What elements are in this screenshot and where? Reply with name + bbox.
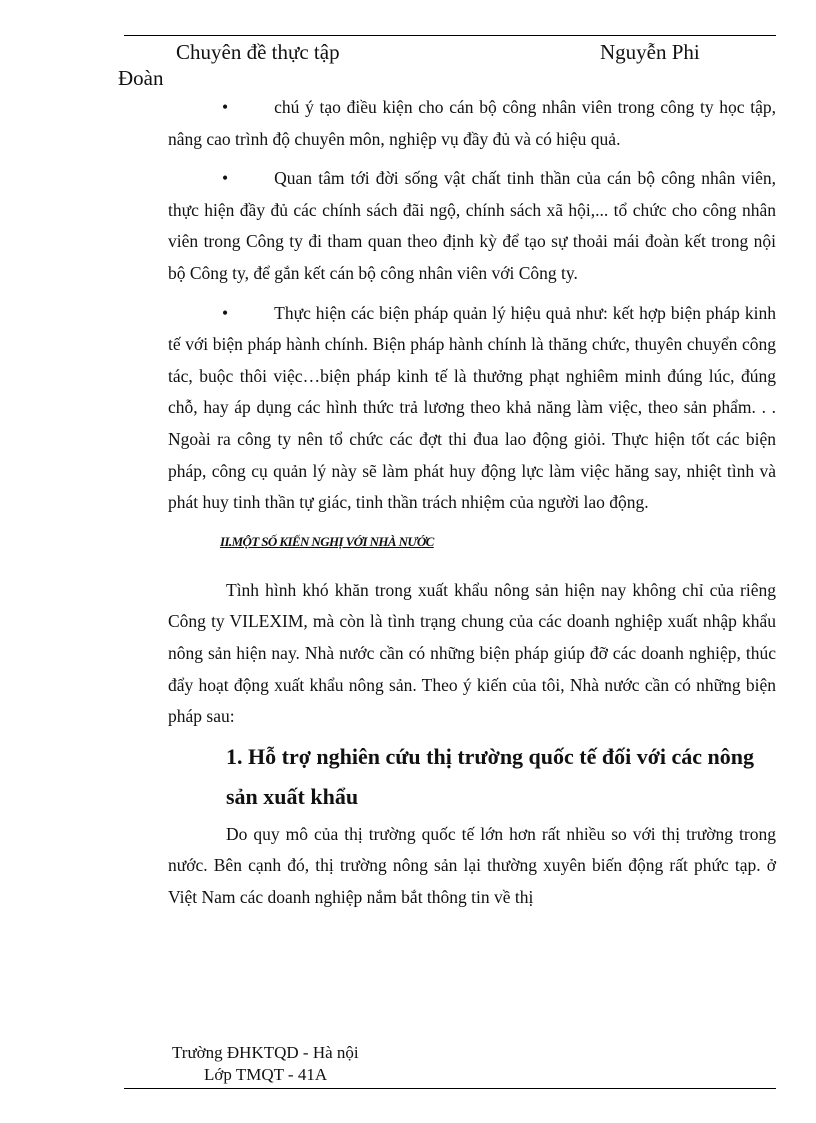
bullet-paragraph-1	[168, 92, 776, 155]
header-author-continued: Đoàn	[118, 66, 164, 90]
subheading: 1. Hỗ trợ nghiên cứu thị trường quốc tế đối với các nông sản xuất khẩu	[226, 743, 755, 809]
bullet-icon: •	[222, 302, 229, 323]
header-author: Nguyễn Phi	[600, 40, 700, 64]
footer-class: Lớp TMQT - 41A	[204, 1065, 328, 1084]
bullet-text: chú ý tạo điều kiện cho cán bộ công nhân viên trong công ty học tập, nâng cao trình độ chuyên môn, nghiệp vụ đầy đủ và có hiệu quả.	[168, 97, 776, 149]
header-title: Chuyên đề thực tập	[176, 40, 340, 64]
bullet-paragraph-3	[168, 298, 776, 519]
bullet-icon: •	[222, 97, 229, 117]
bullet-icon: •	[222, 168, 229, 189]
page-body	[168, 92, 776, 913]
footer-rule	[124, 1088, 776, 1089]
header-rule	[124, 35, 776, 36]
intro-paragraph: Tình hình khó khăn trong xuất khẩu nông sản hiện nay không chỉ của riêng Công ty VILEXIM, mà còn là tình trạng chung của các doanh nghiệp xuất nhập khẩu nông sản hiện nay. Nhà nước cần có những biện pháp giúp đỡ các doanh nghiệp, thúc đẩy hoạt động xuất khẩu nông sản. Theo ý kiến của tôi, Nhà nước cần có những biện pháp sau:	[168, 579, 776, 727]
bullet-paragraph-2	[168, 163, 776, 289]
body-paragraph: Do quy mô của thị trường quốc tế lớn hơn rất nhiều so với thị trường trong nước. Bên cạnh đó, thị trường nông sản lại thường xuyên biến động rất phức tạp. ở Việt Nam các doanh nghiệp nắm bắt thông tin về thị	[168, 823, 776, 907]
section-heading: II.MỘT SỐ KIẾN NGHỊ VỚI NHÀ NƯỚC	[220, 533, 434, 549]
bullet-text: Quan tâm tới đời sống vật chất tinh thần của cán bộ công nhân viên, thực hiện đầy đủ các chính sách đãi ngộ, chính sách xã hội,... tổ chức cho công nhân viên trong Công ty đi tham quan theo định kỳ để tạo sự thoải mái đoàn kết trong nội bộ Công ty, để gắn kết cán bộ công nhân viên với Công ty.	[168, 168, 776, 283]
bullet-text: Thực hiện các biện pháp quản lý hiệu quả như: kết hợp biện pháp kinh tế với biện pháp hành chính. Biện pháp hành chính là thăng chức, thuyên chuyển công tác, buộc thôi việc…biện pháp kinh tế là thưởng phạt nghiêm minh đúng lúc, đúng chỗ, hay áp dụng các hình thức trả lương theo khả năng làm việc, theo sản phẩm. . . Ngoài ra công ty nên tổ chức các đợt thi đua lao động giỏi. Thực hiện tốt các biện pháp, công cụ quản lý này sẽ làm phát huy động lực làm việc hăng say, nhiệt tình và phát huy tinh thần tự giác, tinh thần trách nhiệm của người lao động.	[168, 302, 776, 513]
footer-school: Trường ĐHKTQD - Hà nội	[172, 1043, 359, 1062]
